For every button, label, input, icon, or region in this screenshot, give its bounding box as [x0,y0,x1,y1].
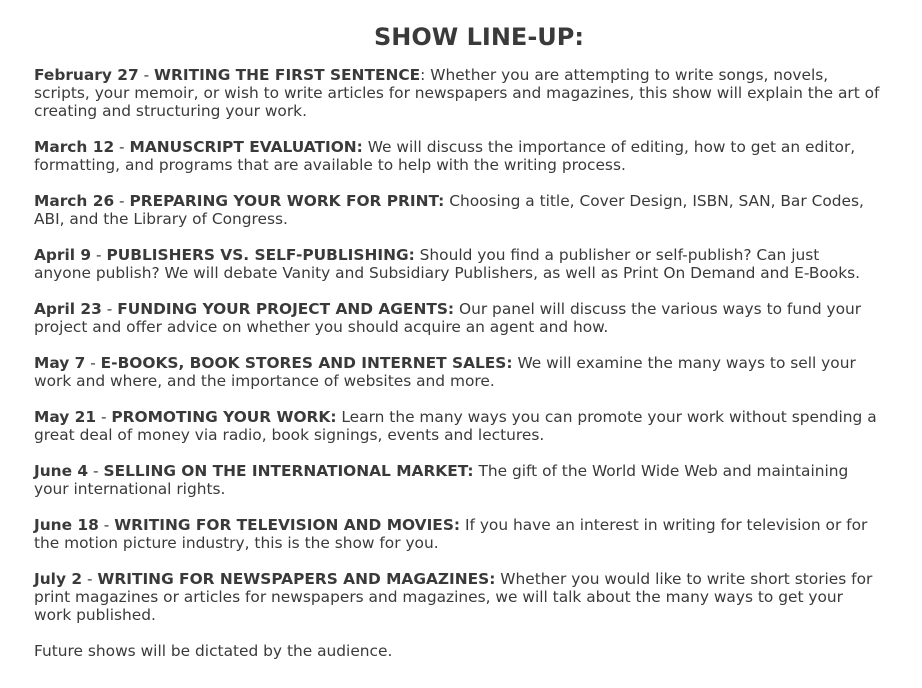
show-separator: - [96,408,112,426]
show-description: Should you find a publisher or self-publish? Can just anyone publish? We will debate Vanity and Subsidiary Publishers, as well as Print On Demand and E-Books. [34,246,861,282]
show-date: March 12 [34,138,115,156]
show-item [34,462,880,498]
show-description: Whether you would like to write short stories for print magazines or articles for newspapers and magazines, we will talk about the many ways to get your work published. [34,570,873,624]
show-topic-suffix: : [420,66,426,84]
show-separator: - [114,192,130,210]
show-description: Choosing a title, Cover Design, ISBN, SAN, Bar Codes, ABI, and the Library of Congress. [34,192,864,228]
show-date: March 26 [34,192,115,210]
show-date: June 4 [34,462,89,480]
show-topic: PUBLISHERS VS. SELF-PUBLISHING: [106,246,415,264]
show-date: February 27 [34,66,139,84]
show-description: If you have an interest in writing for television or for the motion picture industry, this is the show for you. [34,516,868,552]
show-topic: PREPARING YOUR WORK FOR PRINT: [129,192,445,210]
show-description: Learn the many ways you can promote your work without spending a great deal of money via radio, book signings, events and lectures. [34,408,877,444]
show-item [34,192,880,228]
show-description: We will discuss the importance of editing, how to get an editor, formatting, and programs that are available to help with the writing process. [34,138,856,174]
show-description: Whether you are attempting to write songs, novels, scripts, your memoir, or wish to write articles for newspapers and magazines, this show will explain the art of creating and structuring your work. [34,66,880,120]
show-separator: - [82,570,98,588]
show-separator: - [138,66,155,84]
show-topic: WRITING THE FIRST SENTENCE [154,66,421,84]
show-item [34,408,880,444]
show-separator: - [91,246,107,264]
show-topic: WRITING FOR NEWSPAPERS AND MAGAZINES: [97,570,496,588]
show-item [34,246,880,282]
show-separator: - [85,354,101,372]
show-date: June 18 [34,516,99,534]
show-topic: PROMOTING YOUR WORK: [111,408,337,426]
show-topic: FUNDING YOUR PROJECT AND AGENTS: [117,300,455,318]
show-description: Our panel will discuss the various ways to fund your project and offer advice on whether you should acquire an agent and how. [34,300,862,336]
show-date: April 9 [34,246,92,264]
show-item [34,570,880,624]
show-separator: - [88,462,104,480]
show-description: The gift of the World Wide Web and maintaining your international rights. [34,462,849,498]
footer-note: Future shows will be dictated by the audience. [34,642,393,660]
show-item [34,516,880,552]
show-topic: SELLING ON THE INTERNATIONAL MARKET: [103,462,474,480]
show-item [34,66,880,120]
show-separator: - [114,138,130,156]
show-separator: - [101,300,118,318]
show-item [34,300,880,336]
show-topic: MANUSCRIPT EVALUATION: [129,138,363,156]
show-date: May 21 [34,408,97,426]
show-item [34,354,880,390]
show-topic: E-BOOKS, BOOK STORES AND INTERNET SALES: [100,354,513,372]
show-description: We will examine the many ways to sell your work and where, and the importance of websites and more. [34,354,856,390]
show-separator: - [98,516,115,534]
show-item [34,138,880,174]
show-topic: WRITING FOR TELEVISION AND MOVIES: [114,516,461,534]
show-date: May 7 [34,354,86,372]
show-list [34,66,888,624]
page-title: SHOW LINE-UP: [374,23,584,51]
show-date: April 23 [34,300,102,318]
show-date: July 2 [34,570,83,588]
